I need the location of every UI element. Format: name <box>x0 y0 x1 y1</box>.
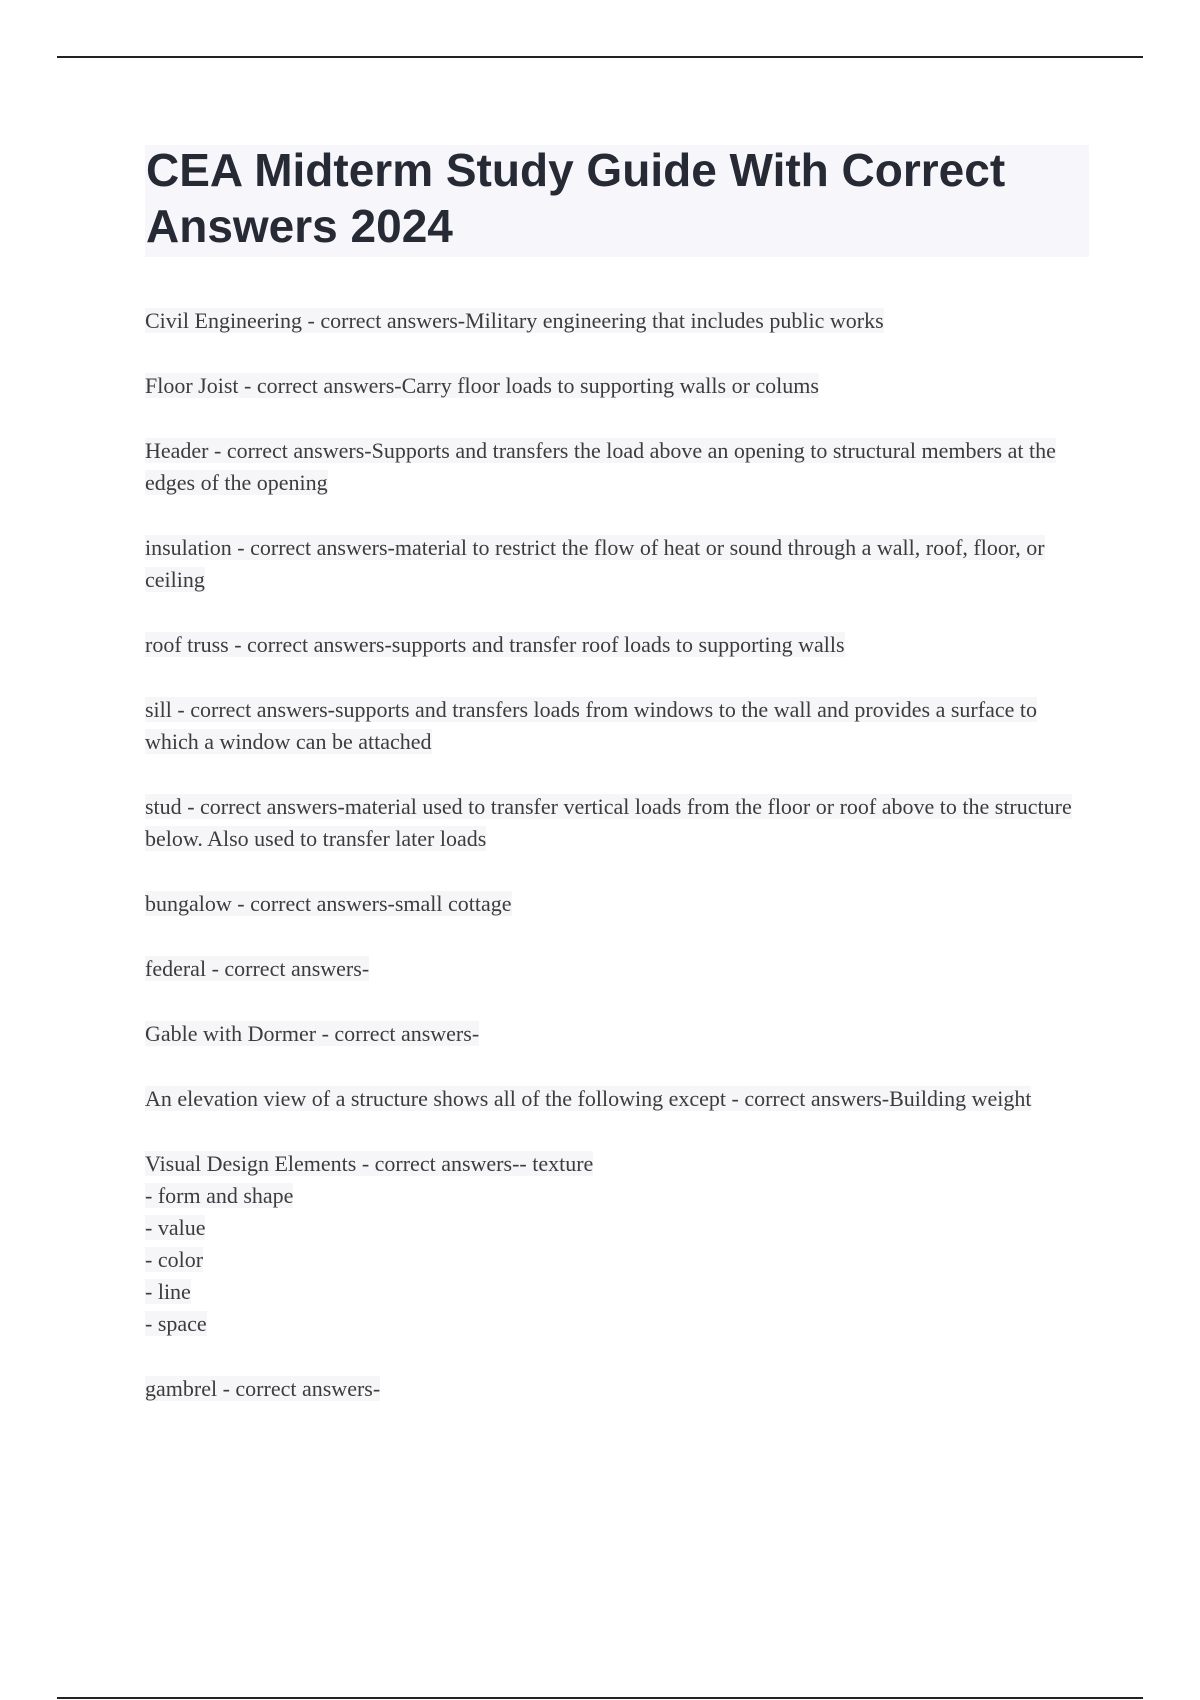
entry-separator: - correct answers- <box>356 1151 520 1176</box>
entry-separator: - correct answers- <box>206 956 370 981</box>
entry-bungalow <box>145 888 1095 920</box>
entry-answer: material to restrict the flow of heat or sound through a wall, roof, floor, or ceiling <box>145 535 1045 592</box>
entry-separator: - correct answers- <box>181 794 345 819</box>
entry-answer: supports and transfers loads from windows to the wall and provides a surface to which a window can be attached <box>145 697 1037 754</box>
list-item: - value <box>145 1215 206 1240</box>
entry-answer: Building weight <box>889 1086 1032 1111</box>
entry-separator: - correct answers- <box>231 891 395 916</box>
entry-gambrel <box>145 1373 1095 1405</box>
entry-header <box>145 435 1095 499</box>
list-item: - color <box>145 1247 204 1272</box>
entry-sill <box>145 694 1095 758</box>
entry-separator: - correct answers- <box>208 438 372 463</box>
entry-term: Floor Joist <box>145 373 239 398</box>
entry-separator: - correct answers- <box>171 697 335 722</box>
entry-floor-joist <box>145 370 1095 402</box>
entry-answer: - texture <box>519 1151 594 1176</box>
entry-term: Gable with Dormer <box>145 1021 317 1046</box>
entry-separator: - correct answers- <box>726 1086 890 1111</box>
list-item: - form and shape <box>145 1183 294 1208</box>
entry-term: roof truss <box>145 632 229 657</box>
visual-design-subitems <box>145 1180 1095 1340</box>
entry-separator: - correct answers- <box>228 632 392 657</box>
entry-term: Civil Engineering <box>145 308 303 333</box>
entry-answer: Supports and transfers the load above an opening to structural members at the edges of the opening <box>145 438 1056 495</box>
list-item: - line <box>145 1279 191 1304</box>
entry-answer: small cottage <box>394 891 512 916</box>
entry-term: bungalow <box>145 891 232 916</box>
entry-insulation <box>145 532 1095 596</box>
entry-separator: - correct answers- <box>316 1021 480 1046</box>
page-title: CEA Midterm Study Guide With Correct Answers 2024 <box>146 144 1006 252</box>
entry-answer: supports and transfer roof loads to supporting walls <box>391 632 845 657</box>
entry-separator: - correct answers- <box>231 535 395 560</box>
entry-term: federal <box>145 956 207 981</box>
entry-term: stud <box>145 794 182 819</box>
top-rule <box>57 56 1143 58</box>
entry-visual-design-elements <box>145 1148 1095 1340</box>
entry-answer: Military engineering that includes public works <box>465 308 884 333</box>
entry-answer: Carry floor loads to supporting walls or colums <box>401 373 819 398</box>
entry-gable-with-dormer <box>145 1018 1095 1050</box>
entry-separator: - correct answers- <box>217 1376 381 1401</box>
entry-elevation-view <box>145 1083 1095 1115</box>
entry-term: insulation <box>145 535 232 560</box>
entry-answer: material used to transfer vertical loads from the floor or roof above to the structure below. Also used to transfer later loads <box>145 794 1072 851</box>
entry-term: gambrel <box>145 1376 218 1401</box>
entry-term: An elevation view of a structure shows all of the following except <box>145 1086 727 1111</box>
list-item: - space <box>145 1311 207 1336</box>
entry-separator: - correct answers- <box>238 373 402 398</box>
entry-separator: - correct answers- <box>302 308 466 333</box>
entry-civil-engineering <box>145 305 1095 337</box>
entry-roof-truss <box>145 629 1095 661</box>
bottom-rule <box>57 1697 1143 1699</box>
entry-federal <box>145 953 1095 985</box>
study-guide-body <box>145 305 1095 1438</box>
entry-term: Visual Design Elements <box>145 1151 357 1176</box>
entry-stud <box>145 791 1095 855</box>
entry-term: sill <box>145 697 172 722</box>
entry-term: Header <box>145 438 209 463</box>
